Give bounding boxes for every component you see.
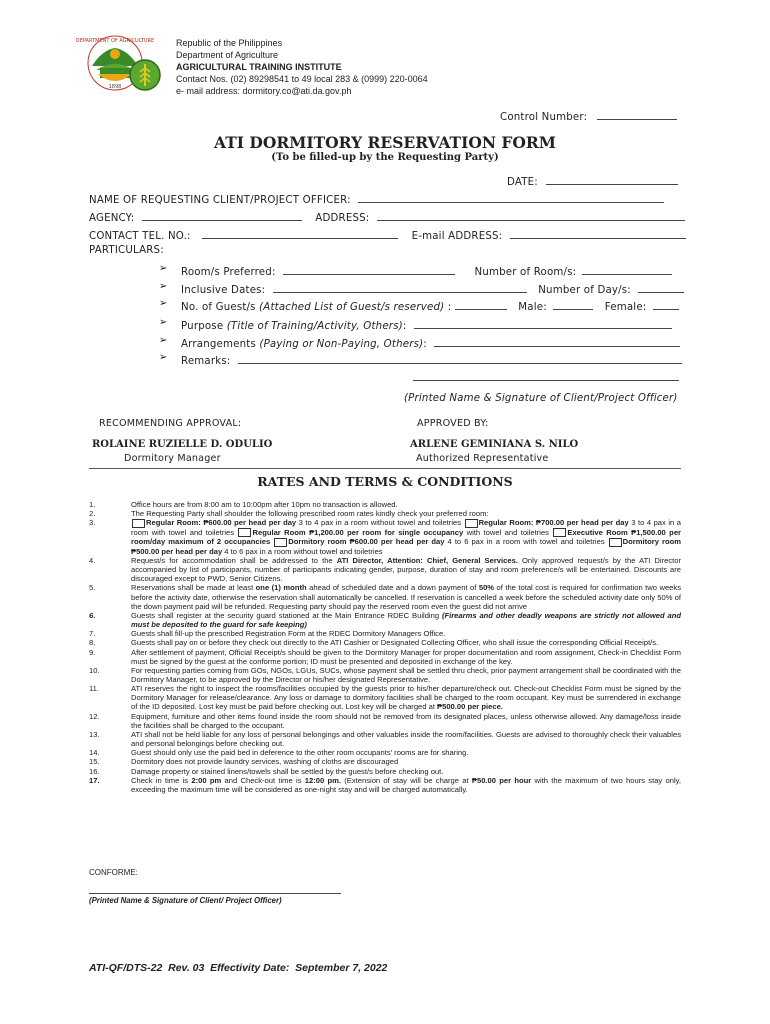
- rooms-row: [181, 263, 672, 278]
- header-department: Department of Agriculture: [176, 50, 279, 60]
- checkbox-dormitory-500[interactable]: [609, 538, 622, 547]
- dates-label: Inclusive Dates:: [181, 285, 266, 296]
- agency-label: AGENCY:: [89, 213, 135, 224]
- client-officer-label: NAME OF REQUESTING CLIENT/PROJECT OFFICER:: [89, 195, 351, 206]
- list-item: 11. ATI reserves the right to inspect the rooms/facilities occupied by the guests prior to his/her departure/check out. Check-out Checklist Form must be signed by the Dormitory Manager for release/clearance. Any loss or damage to dormitory facilities shall be charged to the room occupant. Key must be surrendered in exchange of the ID deposited. Lost key must be paid before checking out. Lost key will be charged at ₱500.00 per piece.: [89, 684, 681, 712]
- divider: [89, 468, 681, 469]
- remarks-row: [181, 352, 682, 367]
- control-number-field[interactable]: [597, 108, 677, 120]
- email-label: E-mail ADDRESS:: [411, 231, 503, 242]
- agency-field[interactable]: [142, 209, 302, 221]
- list-item: 12. Equipment, furniture and other items found inside the room should not be removed from its designated places, unless otherwise allowed. Any damage/loss inside the facilities shall be charged to the occupant.: [89, 711, 681, 730]
- list-item: 9. After settlement of payment, Official Receipt/s should be given to the Dormitory Manager for proper documentation and room assignment, Check-in Checklist Form must be signed by the guest at the conforme portion; ID must be presented and deposited in exchange of the key.: [89, 647, 681, 666]
- dates-field[interactable]: [273, 281, 527, 293]
- arrow-icon: ➢: [159, 263, 168, 274]
- header-contact: Contact Nos. (02) 89298541 to 49 local 283 & (0999) 220-0064: [176, 74, 428, 84]
- list-item: 13. ATI shall not be held liable for any loss of personal belongings and other valuables inside the room/facilities. Guests are advised to thoroughly check their valuables and personal belongings before checking out.: [89, 729, 681, 749]
- remarks-label: Remarks:: [181, 356, 231, 367]
- control-number: [500, 108, 677, 123]
- client-signature-line[interactable]: [413, 380, 679, 381]
- guests-row: No. of Guest/s (Attached List of Guest/s reserved) : Male: Female:: [181, 298, 679, 313]
- purpose-label: Purpose: [181, 321, 224, 332]
- arrangements-label: Arrangements: [181, 339, 256, 350]
- checkbox-regular-600[interactable]: [132, 519, 145, 528]
- approved-name: ARLENE GEMINIANA S. NILO: [410, 439, 579, 450]
- agency-row: [89, 209, 685, 224]
- remarks-field[interactable]: [238, 352, 682, 364]
- num-rooms-label: Number of Room/s:: [474, 267, 577, 278]
- list-item: 15. Dormitory does not provide laundry services, washing of cloths are discouraged: [89, 757, 399, 767]
- client-officer-field[interactable]: [358, 191, 664, 203]
- logo-year: 1898: [108, 84, 122, 90]
- num-days-label: Number of Day/s:: [538, 285, 631, 296]
- guests-field[interactable]: [455, 298, 507, 310]
- recommending-position: Dormitory Manager: [124, 453, 221, 464]
- contact-field[interactable]: [202, 227, 398, 239]
- arrangements-note: (Paying or Non-Paying, Others): [259, 339, 424, 350]
- arrow-icon: ➢: [159, 298, 168, 309]
- arrow-icon: ➢: [159, 317, 168, 328]
- date-row: [507, 173, 678, 188]
- purpose-note: (Title of Training/Activity, Others): [226, 321, 403, 332]
- contact-label: CONTACT TEL. NO.:: [89, 231, 191, 242]
- arrow-icon: ➢: [159, 335, 168, 346]
- list-item: 6. Guests shall register at the security guard stationed at the Main Entrance RDEC Building (Firearms and other deadly weapons are strictly not allowed and must be deposited to the guard for safe keeping): [89, 610, 682, 630]
- list-item: 14. Guest should only use the paid bed in deference to the other room occupants' rooms are for sharing.: [89, 748, 469, 758]
- conforme-label: CONFORME:: [89, 868, 138, 877]
- male-field[interactable]: [553, 298, 593, 310]
- page-title: ATI DORMITORY RESERVATION FORM: [214, 133, 556, 152]
- guests-note: (Attached List of Guest/s reserved): [259, 302, 445, 313]
- list-item: 10. For requesting parties coming from GOs, NGOs, LGUs, SUCs, whose payment shall be settled thru check, prior payment arrangement shall be coordinated with the Dormitory Manager, to be approved by the Director or his/her designated Representative.: [89, 665, 681, 684]
- checkbox-dormitory-600[interactable]: [274, 538, 287, 547]
- terms-list: [89, 500, 681, 794]
- male-label: Male:: [518, 302, 547, 313]
- page-subtitle: (To be filled-up by the Requesting Party): [271, 152, 499, 163]
- num-rooms-field[interactable]: [582, 263, 672, 275]
- list-item: 16. Damage property or stained linens/towels shall be settled by the guest/s before checking out.: [89, 766, 444, 776]
- arrow-icon: ➢: [159, 281, 168, 292]
- arrow-icon: ➢: [159, 352, 168, 363]
- arrangements-field[interactable]: [434, 335, 680, 347]
- email-field[interactable]: [510, 227, 686, 239]
- rates-title: RATES AND TERMS & CONDITIONS: [257, 474, 513, 489]
- list-item: 8. Guests shall pay on or before they check out directly to the ATI Cashier or Designated Collecting Officer, who shall issue the corresponding Official Receipt/s.: [89, 638, 659, 648]
- list-item: 1. Office hours are from 8:00 am to 10:00pm after 10pm no transaction is allowed.: [89, 500, 398, 509]
- checkbox-regular-single[interactable]: [238, 528, 251, 537]
- header-institute: AGRICULTURAL TRAINING INSTITUTE: [176, 62, 342, 72]
- female-field[interactable]: [653, 298, 679, 310]
- list-item-rates: 3. Regular Room: ₱600.00 per head per day 3 to 4 pax in a room without towel and toiletries Regular Room: ₱700.00 per head per day 3 to 4 pax in a room with towel and toiletries Regular Room ₱1,200.00 per room for single occupancy with towel and toiletries Executive Room ₱1,500.00 per room/day maximum of 2 occupancies Dormitory room ₱600.00 per head per day 4 to 6 pax in a room with towel and toiletries Dormitory room ₱500.00 per head per day 4 to 6 pax in a room without towel and toiletries: [89, 518, 681, 556]
- purpose-row: Purpose (Title of Training/Activity, Others):: [181, 317, 672, 332]
- date-field[interactable]: [546, 173, 678, 185]
- purpose-field[interactable]: [414, 317, 672, 329]
- date-label: DATE:: [507, 177, 538, 188]
- conforme-signature-label: (Printed Name & Signature of Client/ Project Officer): [89, 896, 282, 905]
- client-signature-label: (Printed Name & Signature of Client/Project Officer): [404, 393, 678, 404]
- rooms-field[interactable]: [283, 263, 455, 275]
- client-officer-row: [89, 191, 664, 206]
- list-item: 4. Request/s for accommodation shall be addressed to the ATI Director, Attention: Chief, General Services. Only approved request/s by the ATI Director accompanied by list of participants, number of participants indicating gender, purpose, duration of stay and room preference/s will be entertained. Discounts are discouraged except to PWD, Senior Citizens.: [89, 555, 681, 584]
- logo-text: DEPARTMENT OF AGRICULTURE: [76, 38, 154, 44]
- address-label: ADDRESS:: [315, 213, 370, 224]
- ati-logo: [128, 58, 162, 92]
- header-republic: Republic of the Philippines: [176, 38, 283, 48]
- footer-form-code: ATI-QF/DTS-22 Rev. 03 Effectivity Date: September 7, 2022: [89, 962, 388, 974]
- list-item: 2. The Requesting Party shall shoulder the following prescribed room rates kindly check your preferred room:: [89, 509, 489, 519]
- list-item: 5. Reservations shall be made at least one (1) month ahead of scheduled date and a down payment of 50% of the total cost is required for confirmation two weeks before the activity date, otherwise the reservation shall automatically be cancelled. If reservation is cancelled a week before the scheduled activity date only 50% of the down payment paid will be refunded. Requesting party should pay the reserved room even the guest did not arrive: [89, 583, 681, 611]
- header-block: [176, 37, 428, 97]
- recommending-name: ROLAINE RUZIELLE D. ODULIO: [92, 439, 273, 450]
- header-email: e- mail address: dormitory.co@ati.da.gov.ph: [176, 86, 352, 96]
- dates-row: [181, 281, 684, 296]
- guests-label: No. of Guest/s: [181, 302, 256, 313]
- checkbox-regular-700[interactable]: [465, 519, 478, 528]
- particulars-label: PARTICULARS:: [89, 245, 164, 256]
- recommending-label: RECOMMENDING APPROVAL:: [99, 418, 242, 429]
- num-days-field[interactable]: [638, 281, 684, 293]
- contact-row: [89, 227, 686, 242]
- list-item: 7. Guests shall fill-up the prescribed Registration Form at the RDEC Dormitory Managers Office.: [89, 629, 446, 639]
- approved-position: Authorized Representative: [416, 453, 549, 464]
- address-field[interactable]: [377, 209, 685, 221]
- rooms-label: Room/s Preferred:: [181, 267, 276, 278]
- arrangements-row: Arrangements (Paying or Non-Paying, Others):: [181, 335, 680, 350]
- checkbox-executive[interactable]: [553, 528, 566, 537]
- conforme-signature-line[interactable]: [89, 893, 341, 894]
- list-item: 17. Check in time is 2:00 pm and Check-out time is 12:00 pm. (Extension of stay will be charge at ₱50.00 per hour with the maximum of two hours stay only, exceeding the maximum time will be considered as one-night stay and will be charged automatically.: [89, 775, 681, 794]
- approved-label: APPROVED BY:: [417, 418, 489, 429]
- control-number-label: Control Number:: [500, 112, 588, 123]
- female-label: Female:: [604, 302, 647, 313]
